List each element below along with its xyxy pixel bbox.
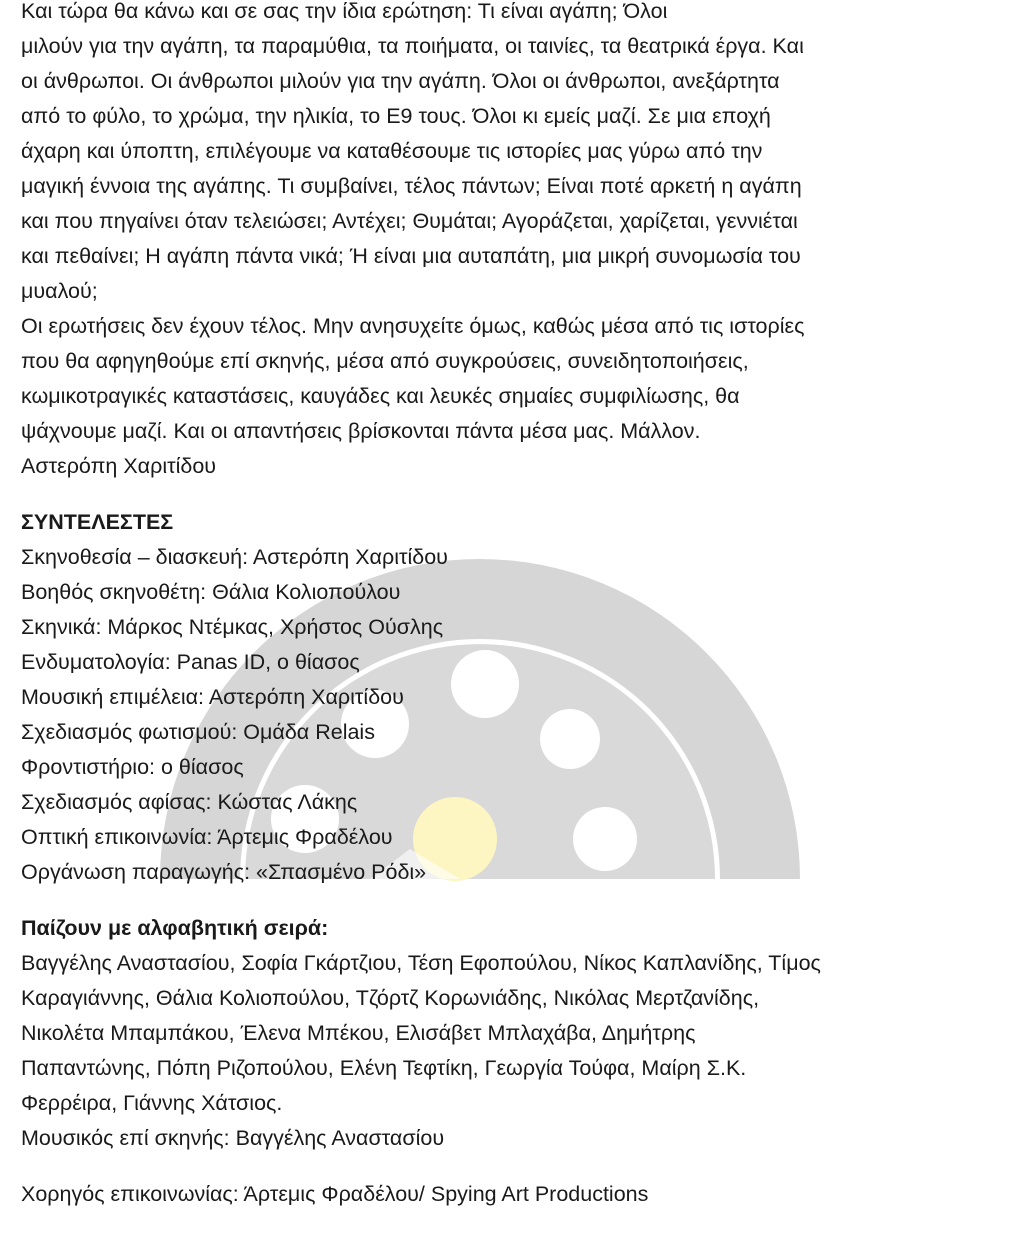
cast-line: Βαγγέλης Αναστασίου, Σοφία Γκάρτζιου, Τέση Εφοπούλου, Νίκος Καπλανίδης, Τίμος (21, 951, 821, 975)
credit-line: Σκηνοθεσία – διασκευή: Αστερόπη Χαριτίδου (21, 545, 448, 569)
cast-section (21, 911, 926, 1156)
intro-line: Οι ερωτήσεις δεν έχουν τέλος. Μην ανησυχείτε όμως, καθώς μέσα από τις ιστορίες (21, 314, 805, 338)
credit-line: Οπτική επικοινωνία: Άρτεμις Φραδέλου (21, 825, 393, 849)
intro-line: από το φύλο, το χρώμα, την ηλικία, το Ε9 τους. Όλοι κι εμείς μαζί. Σε μια εποχή (21, 104, 771, 128)
intro-line: άχαρη και ύποπτη, επιλέγουμε να καταθέσουμε τις ιστορίες μας γύρω από την (21, 139, 763, 163)
credit-line: Οργάνωση παραγωγής: «Σπασμένο Ρόδι» (21, 860, 427, 884)
credit-line: Ενδυματολογία: Panas ID, ο θίασος (21, 650, 360, 674)
intro-line: κωμικοτραγικές καταστάσεις, καυγάδες και λευκές σημαίες συμφιλίωσης, θα (21, 384, 740, 408)
credit-line: Μουσική επιμέλεια: Αστερόπη Χαριτίδου (21, 685, 404, 709)
intro-line: και που πηγαίνει όταν τελειώσει; Αντέχει; Θυμάται; Αγοράζεται, χαρίζεται, γεννιέται (21, 209, 798, 233)
spacer (21, 890, 926, 911)
intro-line: μιλούν για την αγάπη, τα παραμύθια, τα ποιήματα, οι ταινίες, τα θεατρικά έργα. Και (21, 34, 804, 58)
intro-line: που θα αφηγηθούμε επί σκηνής, μέσα από συγκρούσεις, συνειδητοποιήσεις, (21, 349, 749, 373)
credit-line: Σχεδιασμός φωτισμού: Ομάδα Relais (21, 720, 375, 744)
intro-paragraph (21, 0, 926, 484)
intro-line: μυαλού; (21, 279, 98, 303)
author-signature: Αστερόπη Χαριτίδου (21, 454, 217, 478)
credit-line: Σκηνικά: Μάρκος Ντέμκας, Χρήστος Ούσλης (21, 615, 444, 639)
cast-line: Φερρέιρα, Γιάννης Χάτσιος. (21, 1091, 283, 1115)
cast-line: Νικολέτα Μπαμπάκου, Έλενα Μπέκου, Ελισάβετ Μπλαχάβα, Δημήτρης (21, 1021, 696, 1045)
intro-line: ψάχνουμε μαζί. Και οι απαντήσεις βρίσκονται πάντα μέσα μας. Μάλλον. (21, 419, 701, 443)
sponsor-line: Χορηγός επικοινωνίας: Άρτεμις Φραδέλου/ Spying Art Productions (21, 1182, 649, 1206)
credits-section (21, 505, 926, 890)
credit-line: Βοηθός σκηνοθέτη: Θάλια Κολιοπούλου (21, 580, 401, 604)
cast-heading: Παίζουν με αλφαβητική σειρά: (21, 916, 329, 940)
cast-line: Παπαντώνης, Πόπη Ριζοπούλου, Ελένη Τεφτίκη, Γεωργία Τούφα, Μαίρη Σ.Κ. (21, 1056, 747, 1080)
cast-line: Καραγιάννης, Θάλια Κολιοπούλου, Τζόρτζ Κορωνιάδης, Νικόλας Μερτζανίδης, (21, 986, 760, 1010)
spacer (21, 484, 926, 505)
credit-line: Φροντιστήριο: ο θίασος (21, 755, 244, 779)
sponsor-section (21, 1177, 926, 1212)
credit-line: Σχεδιασμός αφίσας: Κώστας Λάκης (21, 790, 358, 814)
intro-line: οι άνθρωποι. Οι άνθρωποι μιλούν για την αγάπη. Όλοι οι άνθρωποι, ανεξάρτητα (21, 69, 780, 93)
intro-line: και πεθαίνει; Η αγάπη πάντα νικά; Ή είναι μια αυταπάτη, μια μικρή συνομωσία του (21, 244, 801, 268)
intro-line: μαγική έννοια της αγάπης. Τι συμβαίνει, τέλος πάντων; Είναι ποτέ αρκετή η αγάπη (21, 174, 802, 198)
intro-line: Και τώρα θα κάνω και σε σας την ίδια ερώτηση: Τι είναι αγάπη; Όλοι (21, 0, 668, 23)
musician-line: Μουσικός επί σκηνής: Βαγγέλης Αναστασίου (21, 1126, 445, 1150)
credits-heading: ΣΥΝΤΕΛΕΣΤΕΣ (21, 510, 174, 534)
spacer (21, 1156, 926, 1177)
